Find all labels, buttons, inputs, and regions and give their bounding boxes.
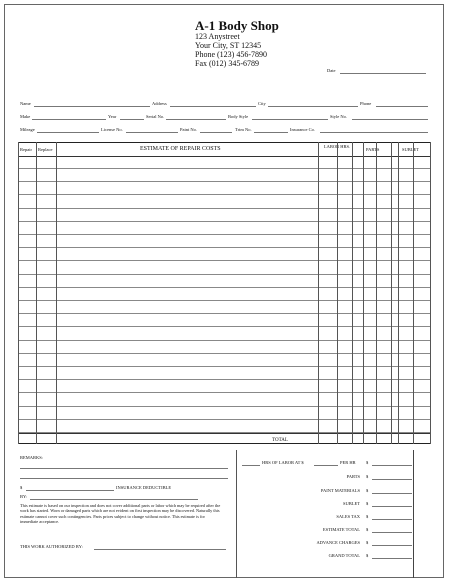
paint-label: Paint No. [180, 127, 198, 132]
sublet-dollar: $ [366, 501, 369, 506]
address-label: Address [152, 101, 167, 106]
by-field[interactable] [30, 499, 198, 500]
table-column-rule [363, 142, 364, 444]
license-field[interactable] [126, 132, 178, 133]
shop-fax: Fax (012) 345-6789 [195, 59, 259, 68]
phone-field[interactable] [376, 106, 428, 107]
deductible-field[interactable] [26, 490, 114, 491]
style-no-label: Style No. [330, 114, 348, 119]
labor-dollar: $ [366, 460, 369, 465]
table-row[interactable] [18, 221, 430, 222]
table-row[interactable] [18, 260, 430, 261]
table-column-rule [337, 142, 338, 444]
date-field[interactable] [340, 73, 426, 74]
table-row[interactable] [18, 326, 430, 327]
trim-label: Trim No. [235, 127, 252, 132]
total-label: TOTAL [272, 438, 288, 443]
table-column-rule [430, 142, 431, 444]
table-row[interactable] [18, 208, 430, 209]
table-row[interactable] [18, 274, 430, 275]
paint-dollar: $ [366, 488, 369, 493]
col-estimate: ESTIMATE OF REPAIR COSTS [140, 146, 221, 152]
authorized-label: THIS WORK AUTHORIZED BY: [20, 544, 83, 549]
col-repair: Repair [20, 147, 32, 152]
name-field[interactable] [34, 106, 150, 107]
serial-label: Serial No. [146, 114, 165, 119]
by-label: BY: [20, 494, 28, 499]
table-column-rule [352, 142, 353, 444]
phone-label: Phone [360, 101, 372, 106]
table-row[interactable] [18, 168, 430, 169]
table-row[interactable] [18, 406, 430, 407]
table-column-rule [391, 142, 392, 444]
table-row[interactable] [18, 379, 430, 380]
col-replace: Replace [38, 147, 53, 152]
body-style-field[interactable] [252, 119, 328, 120]
parts-amount[interactable] [372, 479, 412, 480]
sales-tax-amount[interactable] [372, 519, 412, 520]
sublet-label: SUBLET [342, 501, 360, 506]
table-row[interactable] [18, 366, 430, 367]
mileage-label: Mileage [20, 127, 35, 132]
name-label: Name [20, 101, 31, 106]
paint-field[interactable] [200, 132, 232, 133]
sales-tax-label: SALES TAX [336, 514, 360, 519]
labor-amount[interactable] [372, 465, 412, 466]
rate-field[interactable] [314, 465, 338, 466]
estimate-total-label: ESTIMATE TOTAL [322, 527, 360, 532]
table-column-rule [56, 142, 57, 444]
table-row[interactable] [18, 194, 430, 195]
insurance-label: Insurance Co. [290, 127, 315, 132]
table-row[interactable] [18, 313, 430, 314]
trim-field[interactable] [254, 132, 288, 133]
paint-materials-label: PAINT MATERIALS [320, 488, 360, 493]
disclaimer-text: This estimate is based on our inspection and does not cover additional parts or labor which may be required after the work has started. Worn or damaged parts which are not evident on first inspection may be discovered. Naturally this estimate cannot cover such contingencies. Parts prices subject to change without notice. This estimate is for immediate acceptance. [20, 503, 221, 525]
city-label: City [258, 101, 266, 106]
table-column-rule [398, 142, 399, 444]
shop-address: 123 Anystreet [195, 32, 240, 41]
table-row[interactable] [18, 340, 430, 341]
table-column-rule [376, 142, 377, 444]
col-parts: PARTS [366, 147, 380, 152]
col-labor-hrs: LABOR HRS. [323, 144, 351, 149]
total-rule [18, 433, 430, 434]
hrs-count-field[interactable] [242, 465, 260, 466]
table-row[interactable] [18, 181, 430, 182]
style-no-field[interactable] [352, 119, 428, 120]
city-field[interactable] [268, 106, 358, 107]
advance-charges-label: ADVANCE CHARGES [316, 540, 360, 545]
table-row[interactable] [18, 392, 430, 393]
deductible-dollar: $ [20, 485, 23, 490]
body-style-label: Body Style [228, 114, 249, 119]
license-label: License No. [101, 127, 123, 132]
year-field[interactable] [120, 119, 144, 120]
remarks-line-1[interactable] [20, 468, 228, 469]
deductible-label: INSURANCE DEDUCTIBLE [116, 485, 172, 490]
per-hr-label: PER HR [340, 460, 356, 465]
table-row[interactable] [18, 247, 430, 248]
insurance-field[interactable] [320, 132, 428, 133]
make-field[interactable] [32, 119, 106, 120]
footer-divider [236, 450, 237, 578]
remarks-line-2[interactable] [20, 478, 228, 479]
table-row[interactable] [18, 353, 430, 354]
grand-dollar: $ [366, 553, 369, 558]
col-sublet: SUBLET [402, 147, 420, 152]
table-row[interactable] [18, 287, 430, 288]
shop-phone: Phone (123) 456-7890 [195, 50, 267, 59]
date-label: Date [327, 68, 336, 73]
parts-dollar: $ [366, 474, 369, 479]
grand-total-label: GRAND TOTAL [328, 553, 360, 558]
table-column-rule [318, 142, 319, 444]
table-row[interactable] [18, 300, 430, 301]
year-label: Year [108, 114, 117, 119]
table-row[interactable] [18, 234, 430, 235]
table-column-rule [18, 142, 19, 444]
advance-charges-amount[interactable] [372, 545, 412, 546]
paint-materials-amount[interactable] [372, 493, 412, 494]
authorized-field[interactable] [94, 549, 226, 550]
serial-field[interactable] [166, 119, 226, 120]
address-field[interactable] [170, 106, 256, 107]
shop-name: A-1 Body Shop [195, 18, 279, 33]
shop-city: Your City, ST 12345 [195, 41, 262, 50]
charges-right-rule [413, 450, 414, 578]
grand-total-amount[interactable] [372, 558, 412, 559]
estimate-dollar: $ [366, 527, 369, 532]
table-row[interactable] [18, 419, 430, 420]
remarks-label: REMARKS: [20, 455, 44, 460]
estimate-table [18, 142, 430, 444]
table-header-rule [18, 156, 430, 157]
hrs-labor-label: HRS OF LABOR AT $ [262, 460, 304, 465]
table-column-rule [413, 142, 414, 444]
advance-dollar: $ [366, 540, 369, 545]
table-column-rule [36, 142, 37, 444]
sublet-amount[interactable] [372, 506, 412, 507]
make-label: Make [20, 114, 31, 119]
parts-label: PARTS [346, 474, 360, 479]
mileage-field[interactable] [37, 132, 99, 133]
estimate-total-amount[interactable] [372, 532, 412, 533]
tax-dollar: $ [366, 514, 369, 519]
